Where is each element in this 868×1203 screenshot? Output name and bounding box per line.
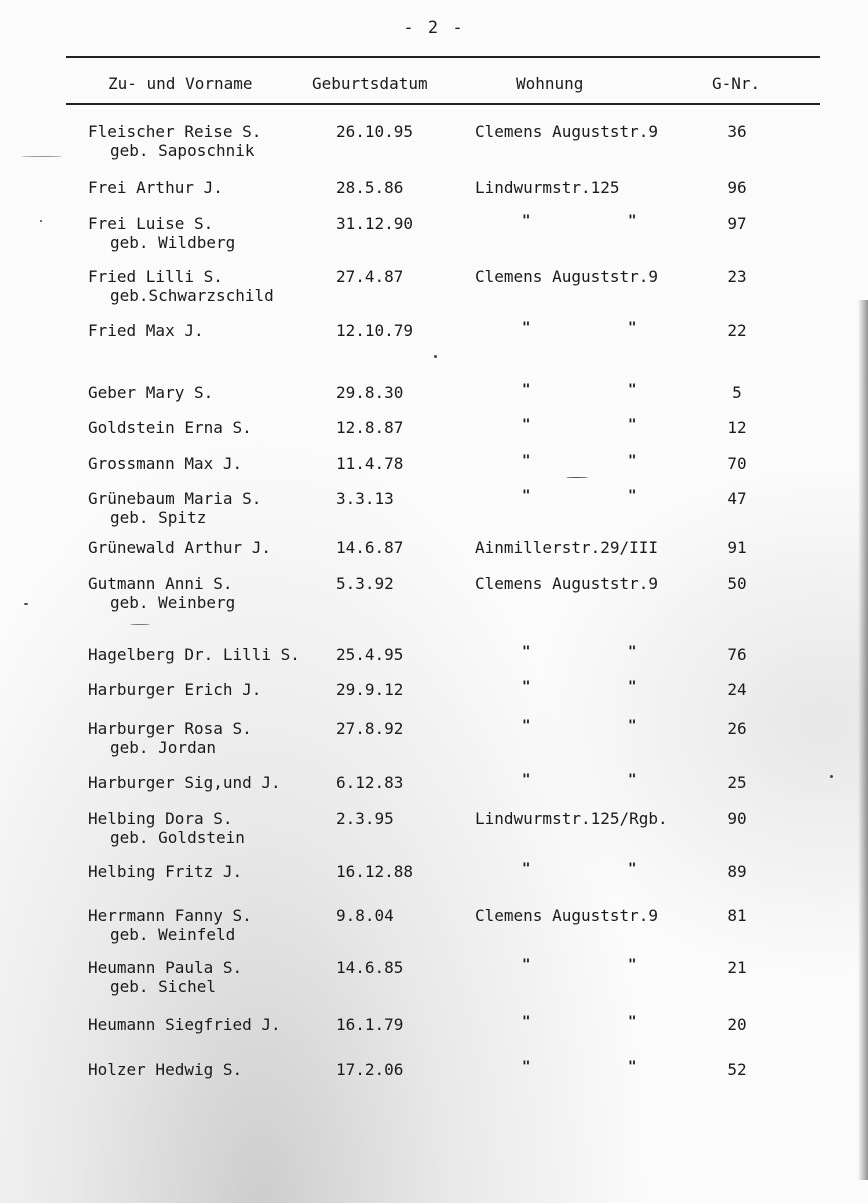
address: Clemens Auguststr.9 <box>475 122 659 141</box>
g-number: 90 <box>727 809 747 828</box>
person-name-primary: Hagelberg Dr. Lilli S. <box>88 645 300 664</box>
birth-date: 6.12.83 <box>336 773 404 792</box>
g-number: 22 <box>727 321 747 340</box>
g-number: 20 <box>727 1015 747 1034</box>
person-name-primary: Holzer Hedwig S. <box>88 1060 243 1079</box>
birth-date: 29.8.30 <box>336 383 404 402</box>
person-name <box>88 454 242 473</box>
person-name-primary: Fried Lilli S. <box>88 267 223 286</box>
ditto-mark: " <box>522 1059 531 1075</box>
birth-date: 3.3.13 <box>336 489 394 508</box>
g-number: 26 <box>727 719 747 738</box>
g-number: 52 <box>727 1060 747 1079</box>
page-number: - 2 - <box>403 18 465 38</box>
maiden-name: geb. Spitz <box>110 508 207 527</box>
person-name <box>88 809 245 847</box>
person-name-primary: Frei Luise S. <box>88 214 214 233</box>
person-name-primary: Frei Arthur J. <box>88 178 223 197</box>
person-name-primary: Goldstein Erna S. <box>88 418 252 437</box>
maiden-name: geb.Schwarzschild <box>110 286 274 305</box>
column-header-address: Wohnung <box>516 74 584 93</box>
person-name-primary: Helbing Fritz J. <box>88 862 243 881</box>
person-name <box>88 1015 281 1034</box>
g-number: 91 <box>727 538 747 557</box>
maiden-name: geb. Weinberg <box>110 593 236 612</box>
birth-date: 11.4.78 <box>336 454 404 473</box>
scan-mark <box>566 477 588 478</box>
ditto-mark: " <box>628 320 637 336</box>
g-number: 21 <box>727 958 747 977</box>
ditto-mark: " <box>628 453 637 469</box>
address: Clemens Auguststr.9 <box>475 906 659 925</box>
birth-date: 26.10.95 <box>336 122 414 141</box>
person-name <box>88 645 300 664</box>
ditto-mark: " <box>628 679 637 695</box>
person-name <box>88 489 261 527</box>
scan-mark <box>130 624 150 625</box>
person-name-primary: Gutmann Anni S. <box>88 574 233 593</box>
g-number: 5 <box>732 383 742 402</box>
g-number: 96 <box>727 178 747 197</box>
ditto-mark: " <box>522 320 531 336</box>
ditto-mark: " <box>628 957 637 973</box>
birth-date: 27.4.87 <box>336 267 404 286</box>
g-number: 89 <box>727 862 747 881</box>
person-name <box>88 178 223 197</box>
birth-date: 28.5.86 <box>336 178 404 197</box>
person-name-primary: Fleischer Reise S. <box>88 122 262 141</box>
ditto-mark: " <box>628 1059 637 1075</box>
scan-edge-shadow <box>858 300 868 1180</box>
g-number: 47 <box>727 489 747 508</box>
person-name-primary: Geber Mary S. <box>88 383 214 402</box>
person-name <box>88 122 261 160</box>
birth-date: 12.8.87 <box>336 418 404 437</box>
birth-date: 14.6.85 <box>336 958 404 977</box>
ditto-mark: " <box>522 382 531 398</box>
person-name-primary: Helbing Dora S. <box>88 809 233 828</box>
ditto-mark: " <box>522 772 531 788</box>
ditto-mark: " <box>628 644 637 660</box>
birth-date: 16.1.79 <box>336 1015 404 1034</box>
person-name <box>88 773 281 792</box>
person-name <box>88 574 235 612</box>
g-number: 97 <box>727 214 747 233</box>
ditto-mark: " <box>628 1014 637 1030</box>
person-name-primary: Heumann Siegfried J. <box>88 1015 281 1034</box>
person-name-primary: Grünebaum Maria S. <box>88 489 262 508</box>
birth-date: 17.2.06 <box>336 1060 404 1079</box>
maiden-name: geb. Saposchnik <box>110 141 255 160</box>
address: Ainmillerstr.29/III <box>475 538 659 557</box>
ditto-mark: " <box>522 453 531 469</box>
maiden-name: geb. Jordan <box>110 738 216 757</box>
person-name <box>88 214 235 252</box>
person-name <box>88 906 252 944</box>
person-name <box>88 719 252 757</box>
g-number: 12 <box>727 418 747 437</box>
birth-date: 14.6.87 <box>336 538 404 557</box>
g-number: 76 <box>727 645 747 664</box>
person-name <box>88 680 261 699</box>
birth-date: 27.8.92 <box>336 719 404 738</box>
person-name-primary: Herrmann Fanny S. <box>88 906 252 925</box>
scan-mark <box>40 220 42 222</box>
g-number: 50 <box>727 574 747 593</box>
birth-date: 9.8.04 <box>336 906 394 925</box>
person-name-primary: Harburger Sig,und J. <box>88 773 281 792</box>
person-name-primary: Grossmann Max J. <box>88 454 243 473</box>
birth-date: 5.3.92 <box>336 574 394 593</box>
ditto-mark: " <box>628 718 637 734</box>
birth-date: 31.12.90 <box>336 214 414 233</box>
ditto-mark: " <box>522 861 531 877</box>
g-number: 24 <box>727 680 747 699</box>
header-bottom-rule <box>66 103 820 105</box>
person-name <box>88 267 274 305</box>
ditto-mark: " <box>522 213 531 229</box>
scan-mark <box>24 603 28 605</box>
ditto-mark: " <box>628 213 637 229</box>
maiden-name: geb. Sichel <box>110 977 216 996</box>
birth-date: 25.4.95 <box>336 645 404 664</box>
address: Clemens Auguststr.9 <box>475 267 659 286</box>
person-name-primary: Harburger Erich J. <box>88 680 262 699</box>
maiden-name: geb. Weinfeld <box>110 925 236 944</box>
g-number: 36 <box>727 122 747 141</box>
person-name <box>88 862 242 881</box>
ditto-mark: " <box>628 382 637 398</box>
person-name <box>88 383 213 402</box>
ditto-mark: " <box>522 957 531 973</box>
ditto-mark: " <box>628 772 637 788</box>
person-name-primary: Grünewald Arthur J. <box>88 538 272 557</box>
header-top-rule <box>66 56 820 58</box>
birth-date: 29.9.12 <box>336 680 404 699</box>
ditto-mark: " <box>522 679 531 695</box>
g-number: 23 <box>727 267 747 286</box>
person-name <box>88 958 242 996</box>
birth-date: 2.3.95 <box>336 809 394 828</box>
person-name-primary: Harburger Rosa S. <box>88 719 252 738</box>
person-name <box>88 538 271 557</box>
maiden-name: geb. Wildberg <box>110 233 236 252</box>
scan-mark <box>22 156 62 157</box>
birth-date: 12.10.79 <box>336 321 414 340</box>
address: Lindwurmstr.125/Rgb. <box>475 809 668 828</box>
address: Lindwurmstr.125 <box>475 178 620 197</box>
person-name <box>88 1060 242 1079</box>
scan-mark <box>830 775 833 778</box>
ditto-mark: " <box>522 718 531 734</box>
maiden-name: geb. Goldstein <box>110 828 245 847</box>
column-header-number: G-Nr. <box>712 74 761 93</box>
birth-date: 16.12.88 <box>336 862 414 881</box>
column-header-birthdate: Geburtsdatum <box>312 74 428 93</box>
person-name-primary: Heumann Paula S. <box>88 958 243 977</box>
g-number: 25 <box>727 773 747 792</box>
ditto-mark: " <box>522 488 531 504</box>
person-name <box>88 418 252 437</box>
ditto-mark: " <box>628 417 637 433</box>
scan-mark <box>434 355 437 358</box>
ditto-mark: " <box>628 488 637 504</box>
ditto-mark: " <box>522 644 531 660</box>
ditto-mark: " <box>522 417 531 433</box>
address: Clemens Auguststr.9 <box>475 574 659 593</box>
g-number: 70 <box>727 454 747 473</box>
g-number: 81 <box>727 906 747 925</box>
column-header-name: Zu- und Vorname <box>108 74 253 93</box>
ditto-mark: " <box>522 1014 531 1030</box>
person-name-primary: Fried Max J. <box>88 321 204 340</box>
person-name <box>88 321 204 340</box>
ditto-mark: " <box>628 861 637 877</box>
